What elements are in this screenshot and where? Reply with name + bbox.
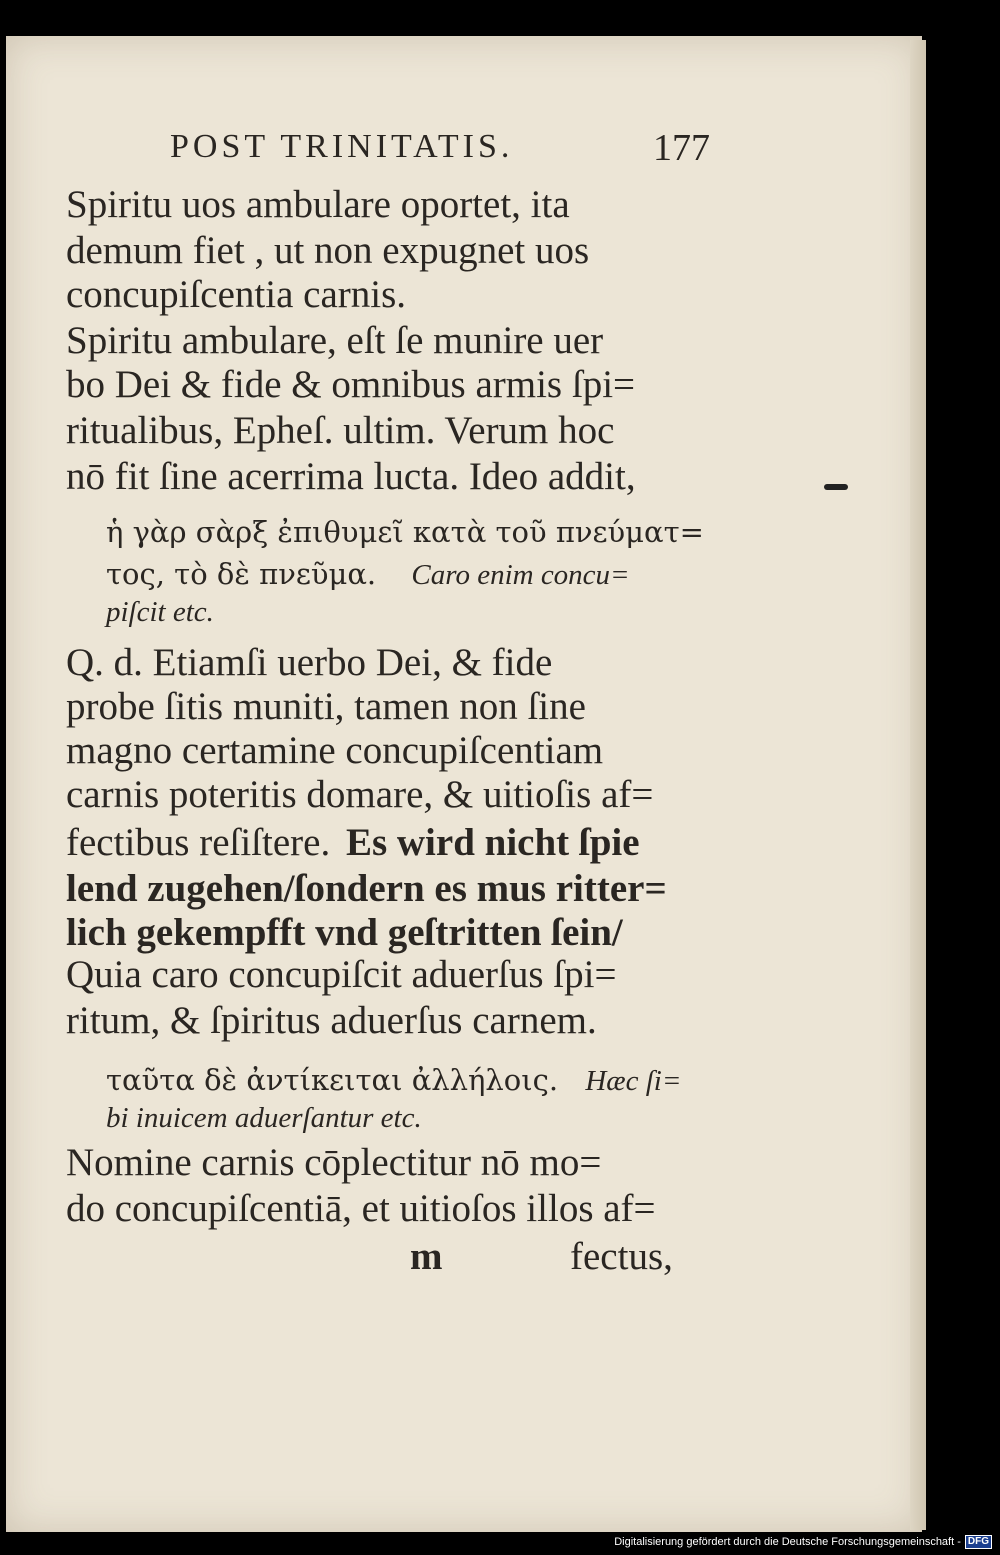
margin-mark: [824, 484, 848, 490]
greek-text: τος, τὸ δὲ πνεῦμα.: [106, 557, 377, 591]
text-line: do concupiſcentiā, et uitioſos illos af=: [66, 1187, 656, 1230]
greek-quote-line: [106, 556, 746, 593]
latin-translation: bi inuicem aduerſantur etc.: [106, 1102, 422, 1134]
page-number: 177: [653, 127, 710, 169]
text-line: magno certamine concupiſcentiam: [66, 729, 604, 772]
dfg-logo: DFG: [965, 1535, 992, 1549]
credit-text: Digitalisierung gefördert durch die Deutsche Forschungsgemeinschaft -: [614, 1536, 961, 1548]
german-blackletter: Es wird nicht ſpie: [345, 821, 640, 864]
text-line: [66, 820, 706, 866]
latin-text: fectibus reſiſtere.: [66, 821, 331, 864]
latin-translation: piſcit etc.: [106, 596, 214, 628]
text-line: ritualibus, Epheſ. ultim. Verum hoc: [66, 409, 615, 452]
latin-translation: Caro enim concu=: [411, 559, 630, 591]
signature-mark: m: [410, 1235, 443, 1278]
text-line: Nomine carnis cōplectitur nō mo=: [66, 1141, 602, 1184]
running-title: POST TRINITATIS.: [170, 128, 514, 165]
text-line: Spiritu ambulare, eſt ſe munire uer: [66, 319, 604, 362]
greek-quote-line: ἡ γὰρ σὰρξ ἐπιθυμεῖ κατὰ τοῦ πνεύματ=: [106, 515, 704, 549]
text-line: ritum, & ſpiritus aduerſus carnem.: [66, 999, 597, 1042]
german-blackletter: lend zugehen/ſondern es mus ritter=: [66, 867, 667, 910]
text-line: Q. d. Etiamſi uerbo Dei, & fide: [66, 641, 553, 684]
text-line: nō fit ſine acerrima lucta. Ideo addit,: [66, 455, 636, 498]
page-edge: [910, 40, 926, 1530]
greek-quote-line: [106, 1062, 746, 1099]
catchword: fectus,: [570, 1235, 673, 1278]
footer-credit: [614, 1534, 992, 1550]
greek-text: ταῦτα δὲ ἀντίκειται ἀλλήλοις.: [106, 1063, 559, 1097]
text-line: concupiſcentia carnis.: [66, 273, 407, 316]
text-line: Spiritu uos ambulare oportet, ita: [66, 183, 570, 226]
text-line: demum fiet , ut non expugnet uos: [66, 229, 590, 272]
text-line: Quia caro concupiſcit aduerſus ſpi=: [66, 953, 617, 996]
latin-translation: Hæc ſi=: [585, 1065, 682, 1097]
text-line: carnis poteritis domare, & uitioſis af=: [66, 773, 654, 816]
text-line: bo Dei & fide & omnibus armis ſpi=: [66, 363, 636, 406]
german-blackletter: lich gekempfft vnd geſtritten ſein/: [66, 911, 623, 954]
text-line: probe ſitis muniti, tamen non ſine: [66, 685, 586, 728]
page-header: [170, 128, 710, 172]
